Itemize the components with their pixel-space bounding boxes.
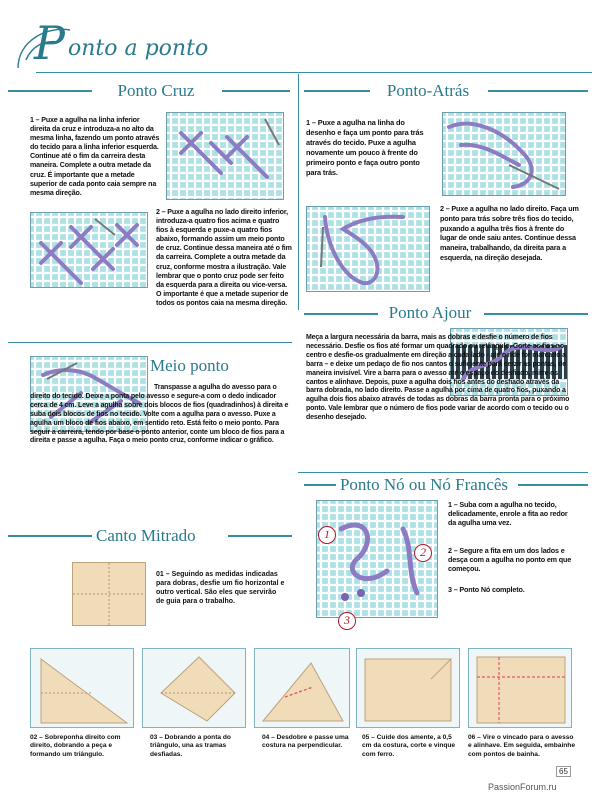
ponto-cruz-step1: 1 – Puxe a agulha na linha inferior direita da cruz e introduza-a no alto da mesma linha, fazendo um ponto através do tecido para a linha inferior esquerda. Continue até o fim da carreira desta maneira. Complete a outra metade da cruz. É importante que a metade superior de cada ponto caia sempre na mesma direção.: [30, 116, 160, 197]
ponto-cruz-illustration-2: [30, 212, 148, 288]
watermark: PassionForum.ru: [488, 782, 557, 792]
canto-mitrado-step6-image: [468, 648, 572, 728]
ponto-atras-illustration-2: [306, 206, 430, 292]
section-rule: [484, 313, 588, 315]
section-rule: [518, 484, 588, 486]
column-divider: [298, 74, 299, 310]
canto-mitrado-step1: 01 – Seguindo as medidas indicadas para dobras, desfie um fio horizontal e outro vertical. São eles que servirão de guia para o trabalho.: [156, 571, 285, 605]
section-title-ponto-cruz: Ponto Cruz: [117, 81, 195, 100]
section-title-canto-mitrado: Canto Mitrado: [96, 526, 196, 545]
step-badge-3: 3: [338, 612, 356, 630]
canto-mitrado-step4: 04 – Desdobre e passe uma costura na perpendicular.: [262, 734, 349, 750]
ponto-ajour-text: Meça a largura necessária da barra, mais as dobras e desfie o número de fios necessário. Desfie os fios até formar um quadrado ou retângulo. Corte os fios no centro e desfie-os gradualmente em direção a cada lado - até o nde for marcado a barra – e deixe um pedaço de fio nos cantos o suficiente para cerzir as pontas, de maneira invisível. Vire a barra para o avesso até o espaço do desfiado, mitre os cantos e alinhave. Depois, puxe a agulha dois fios antes do desfiado através da barra dobrada, no lado direito. Passe a agulha por cima de quatro fios, puxando a agulha dois fios abaixo através de todas as dobras da barra pronta para o próximo ponto. Vale lembrar que o número de fios pode variar de acordo com o tecido ou o desenho desejado.: [306, 334, 570, 422]
ponto-no-step2: 2 – Segure a fita em um dos lados e desça com a agulha no ponto em que começou.: [448, 546, 572, 574]
page-number: 65: [556, 766, 571, 777]
canto-mitrado-step5: 05 – Cuide dos amente, a 0,5 cm da costura, corte e vinque com ferro.: [362, 734, 456, 758]
section-rule: [304, 90, 370, 92]
step-badge-1: 1: [318, 526, 336, 544]
section-title-meio-ponto: Meio ponto: [150, 356, 229, 375]
canto-mitrado-step5-image: [356, 648, 460, 728]
header-rule: [36, 72, 592, 73]
ponto-atras-illustration-1: [442, 112, 566, 196]
section-rule: [8, 535, 92, 537]
step-badge-2: 2: [414, 544, 432, 562]
canto-mitrado-step1-image: [72, 562, 146, 626]
section-rule: [488, 90, 588, 92]
page-header: [8, 16, 588, 72]
canto-mitrado-step2-image: [30, 648, 134, 728]
section-title-ponto-no: Ponto Nó ou Nó Francês: [339, 475, 509, 494]
ponto-cruz-illustration-1: [166, 112, 284, 200]
section-rule: [222, 90, 290, 92]
section-title-ponto-atras: Ponto-Atrás: [386, 81, 470, 100]
section-rule: [8, 90, 92, 92]
canto-mitrado-step2: 02 – Sobreponha direito com direito, dobrando a peça e formando um triângulo.: [30, 734, 121, 758]
section-rule: [304, 313, 378, 315]
ponto-no-step3: 3 – Ponto Nó completo.: [448, 585, 525, 594]
ponto-atras-step2: 2 – Puxe a agulha no lado direito. Faça um ponto para trás sobre três fios do tecido, puxando a agulha três fios à frente do lugar de onde saiu antes. Continue dessa maneira, trabalhando, da direita para a esquerda, na direção desejada.: [440, 204, 579, 262]
title-initial: P: [34, 16, 65, 70]
canto-mitrado-step3: 03 – Dobrando a ponta do triângulo, una as tramas desfiadas.: [150, 734, 231, 758]
ponto-atras-step1: 1 – Puxe a agulha na linha do desenho e faça um ponto para trás através do tecido. Puxe a agulha novamente um pouco à frente do primeiro ponto e faça outro ponto para trás.: [306, 118, 424, 177]
canto-mitrado-step4-image: [254, 648, 350, 728]
canto-mitrado-step6: 06 – Vire o vincado para o avesso e alinhave. Em seguida, embainhe com pontos de bainha.: [468, 734, 576, 758]
ponto-cruz-step2: 2 – Puxe a agulha no lado direito inferior, introduza-a quatro fios acima e quatro fios à esquerda e puxe-a quatro fios abaixo, formando assim um meio ponto de cruz. Continue dessa maneira até o fim da carreira. Complete a outra metade da cruz, conforme mostra a ilustração. Vale lembrar que o ponto cruz pode ser feito da esquerda para a direita ou vice-versa. O importante é que a metade superior de todos os pontos caia na mesma direção.: [156, 208, 292, 307]
meio-ponto-text: Transpasse a agulha do avesso para o direito do tecido. Deixe a ponta pelo avesso e segure-a com o dedo indicador cerca de 4 cm. Leve a agulha sobre dois blocos de fios (quadradinhos) à direita e suba dois blocos de fios no tecido. Volte com a agulha para o avesso. Puxe a agulha um bloco de fios abaixo, em sentido reto. Está feito o meio ponto. Para seguir a carreira, tendo por base o ponto anterior, conte um bloco de fios para a direita e passe a agulha. Faça o meio ponto cruz, conforme indicar o gráfico.: [30, 384, 289, 445]
canto-mitrado-step3-image: [142, 648, 246, 728]
section-rule: [8, 342, 292, 343]
ponto-no-step1: 1 – Suba com a agulha no tecido, delicadamente, enrole a fita ao redor da agulha uma vez.: [448, 500, 568, 528]
section-rule: [298, 472, 588, 473]
section-rule: [304, 484, 336, 486]
section-title-ponto-ajour: Ponto Ajour: [388, 303, 472, 322]
page-title: onto a ponto: [68, 36, 209, 61]
section-rule: [228, 535, 292, 537]
